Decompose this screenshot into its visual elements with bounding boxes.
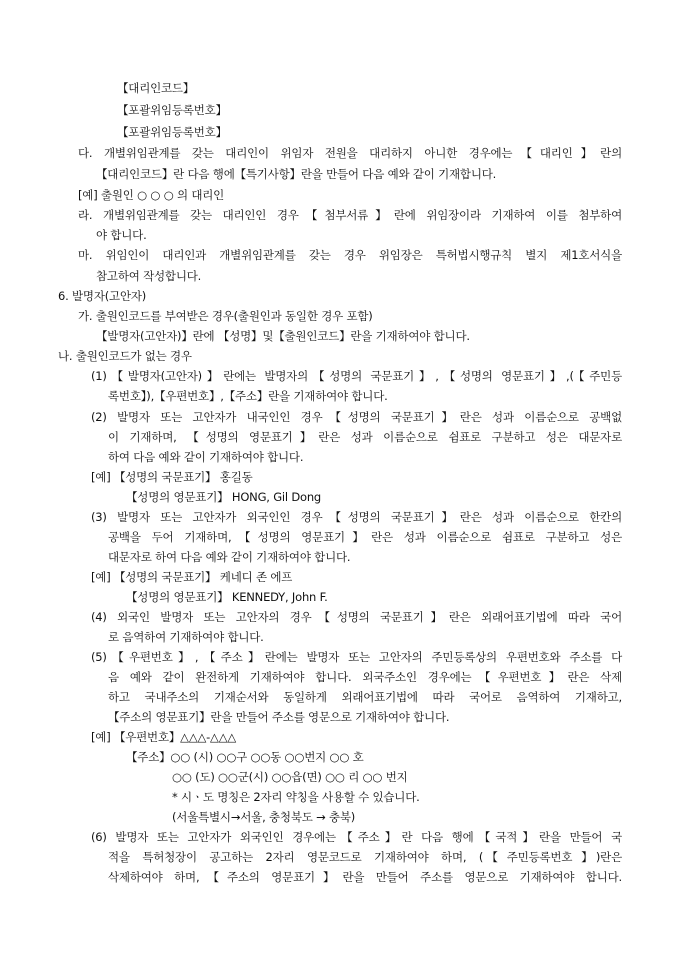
text-line: 적을 특허청장이 공고하는 2자리 영문코드로 기재하여야 하며, (【주민등록번호】)란은 xyxy=(108,850,622,864)
text-line: ○○ (도) ○○군(시) ○○읍(면) ○○ 리 ○○ 번지 xyxy=(172,770,408,784)
text-line: * 시ㆍ도 명칭은 2자리 약칭을 사용할 수 있습니다. xyxy=(172,790,420,804)
text-line: (4) 외국인 발명자 또는 고안자의 경우【성명의 국문표기】란은 외래어표기법에 따라 국어 xyxy=(91,610,622,624)
text-line: 대문자로 하여 다음 예와 같이 기재하여야 합니다. xyxy=(108,550,351,564)
text-line: (서울특별시→서울, 충청북도 → 충북) xyxy=(172,810,356,824)
text-line: 록번호】),【우편번호】,【주소】란을 기재하여야 합니다. xyxy=(108,389,388,403)
text-line: 하고 국내주소의 기재순서와 동일하게 외래어표기법에 따라 국어로 음역하여 기재하고, xyxy=(108,690,622,704)
text-line: 나. 출원인코드가 없는 경우 xyxy=(58,349,192,363)
text-line: 야 합니다. xyxy=(96,228,147,242)
text-line: 이 기재하며, 【성명의 영문표기】란은 성과 이름순으로 쉼표로 구분하고 성은 대문자로 xyxy=(108,430,622,444)
text-line: 가. 출원인코드를 부여받은 경우(출원인과 동일한 경우 포함) xyxy=(78,309,373,323)
text-line: 라. 개별위임관계를 갖는 대리인인 경우【첨부서류】란에 위임장이라 기재하여 이를 첨부하여 xyxy=(78,208,622,222)
text-line: 【주소】○○ (시) ○○구 ○○동 ○○번지 ○○ 호 xyxy=(126,750,364,764)
text-line: (5)【우편번호】,【주소】란에는 발명자 또는 고안자의 주민등록상의 우편번호와 주소를 다 xyxy=(91,650,622,664)
text-line: [예] 출원인 ○ ○ ○ 의 대리인 xyxy=(78,188,225,202)
text-line: 【대리인코드】 xyxy=(117,81,195,95)
text-line: 하여 다음 예와 같이 기재하여야 합니다. xyxy=(108,450,304,464)
text-line: (2) 발명자 또는 고안자가 내국인인 경우【성명의 국문표기】란은 성과 이름순으로 공백없 xyxy=(91,410,622,424)
text-line: 【포괄위임등록번호】 xyxy=(117,125,227,139)
text-line: 로 음역하여 기재하여야 합니다. xyxy=(108,630,264,644)
text-line: 【포괄위임등록번호】 xyxy=(117,103,227,117)
text-line: 【대리인코드】란 다음 행에【특기사항】란을 만들어 다음 예와 같이 기재합니다. xyxy=(96,167,497,181)
text-line: (1)【발명자(고안자)】란에는 발명자의【성명의 국문표기】,【성명의 영문표기】,(【주민등 xyxy=(91,369,622,383)
text-line: [예] 【성명의 국문표기】 홍길동 xyxy=(91,470,253,484)
text-line: 【발명자(고안자)】란에 【성명】및【출원인코드】란을 기재하여야 합니다. xyxy=(96,329,470,343)
text-line: 공백을 두어 기재하며,【성명의 영문표기】란은 성과 이름순으로 쉼표로 구분하고 성은 xyxy=(108,530,622,544)
text-line: [예] 【우편번호】△△△-△△△ xyxy=(91,730,236,744)
text-line: 마. 위임인이 대리인과 개별위임관계를 갖는 경우 위임장은 특허법시행규칙 별지 제1호서식을 xyxy=(78,248,622,262)
text-line: 【성명의 영문표기】 HONG, Gil Dong xyxy=(126,490,322,504)
text-line: 다. 개별위임관계를 갖는 대리인이 위임자 전원을 대리하지 아니한 경우에는【대리인】란의 xyxy=(78,146,622,160)
text-line: 【주소의 영문표기】란을 만들어 주소를 영문으로 기재하여야 합니다. xyxy=(108,710,450,724)
text-line: [예] 【성명의 국문표기】 케네디 존 에프 xyxy=(91,570,293,584)
text-line: 음 예와 같이 완전하게 기재하여야 합니다. 외국주소인 경우에는【우편번호】란은 삭제 xyxy=(108,670,622,684)
text-line: 【성명의 영문표기】 KENNEDY, John F. xyxy=(126,590,328,604)
section-heading: 6. 발명자(고안자) xyxy=(58,289,147,303)
text-line: (6) 발명자 또는 고안자가 외국인인 경우에는【주소】란 다음 행에【국적】란을 만들어 국 xyxy=(91,830,622,844)
text-line: 참고하여 작성합니다. xyxy=(96,269,202,283)
text-line: (3) 발명자 또는 고안자가 외국인인 경우【성명의 국문표기】란은 성과 이름순으로 한칸의 xyxy=(91,510,622,524)
text-line: 삭제하여야 하며,【주소의 영문표기】란을 만들어 주소를 영문으로 기재하여야 합니다. xyxy=(108,870,622,884)
